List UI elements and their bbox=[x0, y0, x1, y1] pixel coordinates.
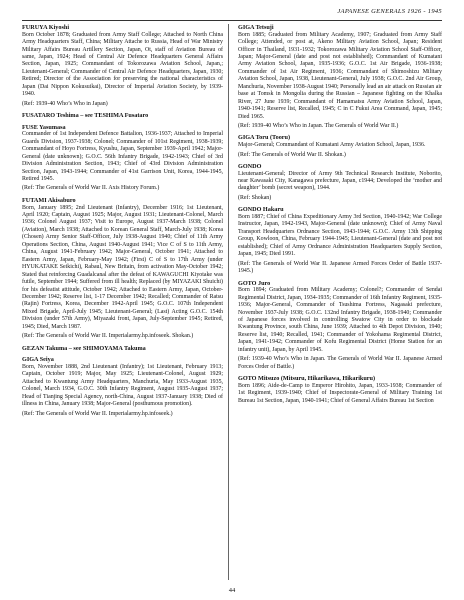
entry-name: GIGA Seiya bbox=[22, 356, 54, 364]
entry-text: Born October 1878; Graduated from Army Staff College; Attached to North China Army Headquarters Staff, China; Military Attache to Russia, Head of War Ministry Military Affairs Bureau Artillery Section, Japan, Ot, staff of Aviation Bureau of same, Japan, 1924; Head of Central Air Defence Headquarters General Affairs Section, Japan, 1925; Commandant of Tokorozawa Aviation School, Japan,; Lieutenant-General; Commander of Central Air Defence Headquarters, Japan, 1930; Retired; Director of the Association for preserving the national characteristics of Japan (Dai Nippon Kokusuikai), Director of Imperial Aviation Society, by 1939-1940. bbox=[22, 31, 223, 98]
entry-name: GIGA Toru (Tooru) bbox=[238, 134, 291, 142]
entry-name: FURUYA Kiyoshi bbox=[22, 24, 70, 31]
entry-reference: (Ref: 1939-40 Who’s Who in Japan) bbox=[22, 100, 108, 107]
right-column bbox=[236, 24, 442, 580]
entry bbox=[22, 24, 223, 108]
page-number: 44 bbox=[228, 587, 236, 594]
entry-name: FUTAMI Akisaburo bbox=[22, 196, 76, 204]
entry-reference: (Ref: The Generals of World War II. Axis History Forum.) bbox=[22, 185, 160, 192]
entry-name: GOTO Mitsuzo (Mitsuru, Hikarikawa, Hikarikuru) bbox=[238, 375, 376, 383]
header-rule bbox=[22, 20, 442, 21]
entry-name: GEZAN Takuma – see SHIMOYAMA Takuma bbox=[22, 344, 146, 352]
entry-text: Born 1885; Graduated from Military Academy, 1907; Graduated from Army Staff College; Attended, or post at, Akeno Military Aviation School, Japan; Resident Officer in Thailand, 1931-1932; Tokorozawa Military Aviation School Staff-Officer, Japan; Major-General (date and post not established); Commandant of Kumatani Army Aviation School, Japan, 1935-1936; G.O.C. 1st Air Brigade, 1936-1938; Commander of 1st Air Regiment, 1936; Commandant of Shimoshizu Military Aviation School, Japan, 1938, Lieutenant-General, July 1938; G.O.C. 2nd Air Group, Manchuria, November 1938-August 1940; Personally lead an air attack on Russian air base at Tomsk in Mongolia during the Russian – Japanese fighting on the Khalka River, 27 June 1939; Commandant of Hamamatsu Army Aviation School, Japan, 1940-1941; Reserve list, Recalled, 1945; C in C Fukui Area Command, Japan, 1945; Died 1965. bbox=[238, 31, 442, 120]
entry bbox=[22, 124, 223, 193]
running-title: JAPANESE GENERALS 1926 - 1945 bbox=[337, 8, 442, 15]
entry bbox=[238, 375, 442, 405]
left-column bbox=[22, 24, 229, 580]
entry bbox=[22, 345, 223, 353]
entry-reference: (Ref: 1939-40 Who’s Who in Japan. The Generals of World War II.) bbox=[238, 123, 399, 130]
entry bbox=[22, 197, 223, 341]
entry-text: Born 1887; Chief of China Expeditionary Army 3rd Section, 1940-1942; War College Instructor, Japan, 1942-1943, Major-General (date unknown); Chief of Army Naval Transport Headquarters Ordnance Section, 1943-1944; G.O.C. Army 13th Shipping Group, Kowloon, China, February 1944-1945; Lieutenant-General (date and post not established); Chief of Army Ordnance Administration Headquarters Supply Section, Japan, 1945; Died 1991. bbox=[238, 213, 442, 258]
entry bbox=[238, 24, 442, 130]
entry-reference: (Ref: The Generals of World War II. Imperialarmy.hp.infoseek. Shokan.) bbox=[22, 333, 194, 340]
entry-text: Major-General; Commandant of Kumatani Army Aviation School, Japan, 1936. bbox=[238, 142, 426, 149]
entry bbox=[238, 134, 442, 159]
entry-reference: (Ref: Shokan) bbox=[238, 194, 272, 201]
entry-name: GOTO Juro bbox=[238, 279, 271, 287]
entry-reference: (Ref: 1939-40 Who’s Who in Japan. The Generals of World War II. Japanese Armed Forces Order of Battle.) bbox=[238, 356, 442, 370]
entry-name: GONDO Hakaru bbox=[238, 206, 284, 214]
entry-text: Born 1896; Aide-de-Camp to Emperor Hirohito, Japan, 1933-1938; Commander of 1st Regiment, 1939-1940; Chief of Inspectorate-General of Military Training 1st Bureau 1st Section, Japan, 1940-1941; Chief of General Affairs Bureau 1st Section bbox=[238, 382, 442, 404]
entry-reference: (Ref: The Generals of World War II. Imperialarmy.hp.infoseek.) bbox=[22, 410, 173, 417]
entry bbox=[22, 356, 223, 418]
entry-name: GONDO bbox=[238, 162, 262, 170]
entry-name: FUSE Yasumasa bbox=[22, 123, 66, 131]
entry bbox=[22, 112, 223, 120]
entry bbox=[238, 206, 442, 275]
entry-text: Born, November 1888, 2nd Lieutenant (Infantry); 1st Lieutenant, February 1913; Captain, October 1919; Major, May 1925; Lieutenant-Colonel, August 1929; Attached to Kwantung Army Headquarters, Manchuria, May 1933-August 1935, Colonel, March 1934, G.O.C. 30th Infantry Regiment, August 1935-August 1937; Head of Tianjing Special Agency, north-China, August 1937-January 1938; Died of illness in China, January 1938; Major-General (posthumous promotion). bbox=[22, 363, 223, 408]
entry-text: Born 1894; Graduated from Military Academy; Colonel?; Commander of Sendai Regimental District, Japan, 1934-1935; Commander of 16th Infantry Regiment, 1935-1936; Major-General, Commander of Tsushima Fortress, Nagasaki prefecture, November 1937-July 1938; G.O.C. 132nd Infantry Brigade, 1938-1940; Commander of Japanese forces involved in controlling Swatow City in order to blockade Kwantung Province, south China, June 1939; Attached to 4th Depot Division, 1940; Reserve list, 1940; Recalled, 1941; Commander of Yokohama Regimental District, Japan, 1941-1942; Commander of Kofu Regimental District (Home Station for an infantry unit), Japan, by April 1945. bbox=[238, 287, 442, 353]
text-columns bbox=[22, 24, 442, 580]
entry-reference: (Ref: The Generals of World War II. Japanese Armed Forces Order of Battle 1937-1945.) bbox=[238, 260, 442, 275]
entry bbox=[238, 280, 442, 372]
entry-name: GIGA Tetsuji bbox=[238, 24, 274, 31]
entry-text: Lieutenant-General; Director of Army 9th Technical Research Institute, Noborito, near Kawasaki City, Kanagawa prefecture, Japan, c1944; Developed the ‘mother and daughter’ bomb (secret weapon), 1944. bbox=[238, 170, 442, 192]
entry-reference: (Ref: The Generals of World War II. Shokan.) bbox=[238, 151, 346, 158]
entry-name: FUSATARO Teshima – see TESHIMA Fusataro bbox=[22, 112, 149, 120]
entry-text: Born, January 1895; 2nd Lieutenant (Infantry), December 1916; 1st Lieutenant, April 1920; Captain, August 1925; Major, August 1931; Lieutenant-Colonel, March 1936; Colonel August 1937; Visit to Europe, August 1937-March 1938; Colonel (Aviation), March 1938; Attached to Korean General Staff, March-July 1938; Korea (Chosen) Army Senior Staff-Officer, July 1938-August 1940; Chief of 11th Army Operations Section, China, August 1940-August 1941; Vice C of S to 11th Army, China, August 1941-February 1942; Major-General, October 1941; Attached to Eastern Army, Japan, February-May 1942; (First) C of S to 17th Army (under HYUKATAKE Seikichi), Rabaul, New Britain, from activation May-October 1942; Stated that reinforcing Guadalcanal after the defeat of KAWAGUCHI Kiyotake was futile, September 1944; Suffered from ill health; Replaced (by MIYAZAKI Shuichi) for his defeatist attitude, October 1942; Attached to Eastern Army, Japan, October-December 1942; Reserve list, 1-17 December 1942; Recalled; Commander of Ratsu (Rajin) Fortress, Korea, December 1942-April 1945; G.O.C. 107th Independent Mixed Brigade, April-July 1945; Lieutenant-General; (Last) Acting G.O.C. 154th Division (under 57th Army), Miyazaki front, Japan, July-September 1945; Retired, 1945; Died, March 1987. bbox=[22, 204, 223, 330]
entry-text: Commander of 1st Independent Defence Battalion, 1936-1937; Attached to Imperial Guards Division, 1937-1938; Colonel; Commander of 101st Regiment, 1938-1939; Commandant of Hoyo Fortress, Kyushu, Japan, September 1939-April 1942; Major-General (date unknown); G.O.C. 56th Infantry Brigade, 1942-1943; Chief of 3rd Division Administration Section, 1943; Chief of 43rd Division Administration Section, Japan, 1943-1944; Commander of 41st Garrison Unit, Korea, 1944-1945, Retired 1945. bbox=[22, 131, 223, 183]
entry bbox=[238, 163, 442, 202]
